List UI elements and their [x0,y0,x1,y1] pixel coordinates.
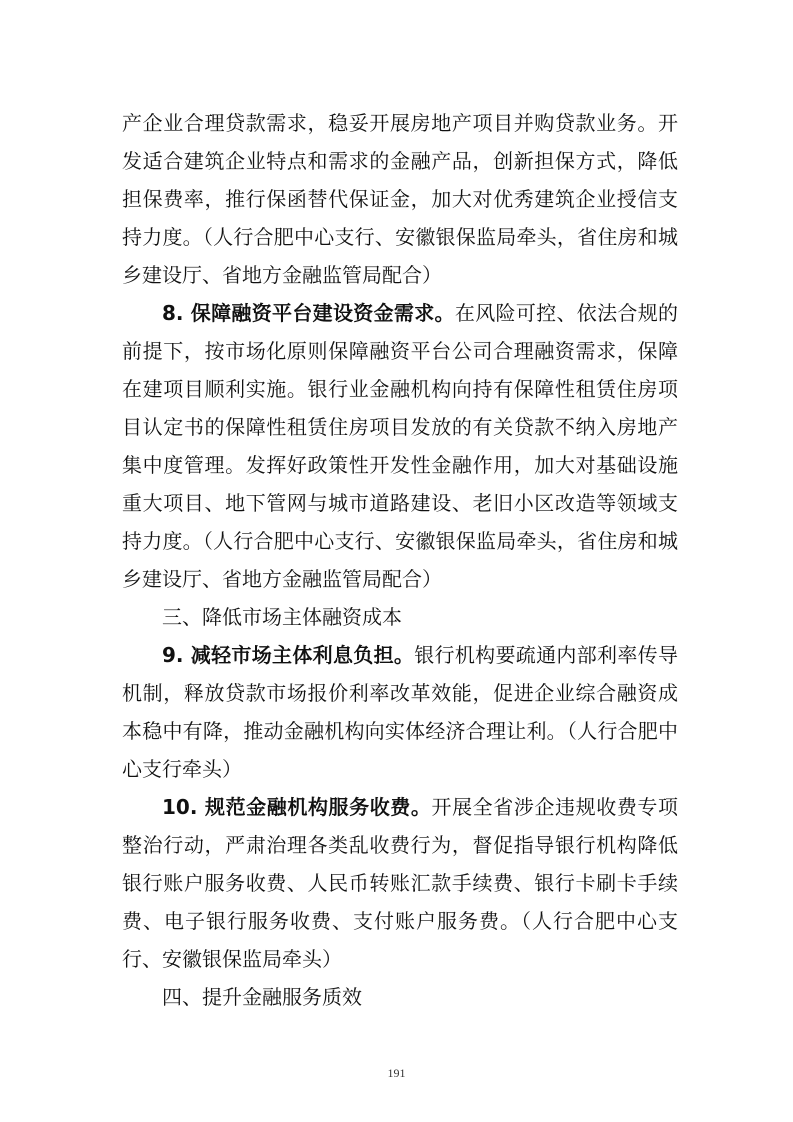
paragraph-continued: 产企业合理贷款需求，稳妥开展房地产项目并购贷款业务。开发适合建筑企业特点和需求的金融产品，创新担保方式，降低担保费率，推行保函替代保证金，加大对优秀建筑企业授信支持力度。（人行合肥中心支行、安徽银保监局牵头，省住房和城乡建设厅、省地方金融监管局配合） [122,111,678,287]
paragraph-10 [122,788,678,978]
document-body [122,104,678,1016]
item-9-text: 银行机构要疏通内部利率传导机制，释放贷款市场报价利率改革效能，促进企业综合融资成本稳中有降，推动金融机构向实体经济合理让利。（人行合肥中心支行牵头） [122,643,678,781]
item-8-text: 在风险可控、依法合规的前提下，按市场化原则保障融资平台公司合理融资需求，保障在建项目顺利实施。银行业金融机构向持有保障性租赁住房项目认定书的保障性租赁住房项目发放的有关贷款不纳入房地产集中度管理。发挥好政策性开发性金融作用，加大对基础设施重大项目、地下管网与城市道路建设、老旧小区改造等领域支持力度。（人行合肥中心支行、安徽银保监局牵头，省住房和城乡建设厅、省地方金融监管局配合） [122,301,679,591]
item-10-text: 开展全省涉企违规收费专项整治行动，严肃治理各类乱收费行为，督促指导银行机构降低银行账户服务收费、人民币转账汇款手续费、银行卡刷卡手续费、电子银行服务收费、支付账户服务费。（人行合肥中心支行、安徽银保监局牵头） [122,795,679,971]
paragraph-8 [122,294,678,598]
section-heading-4: 四、提升金融服务质效 [162,985,362,1009]
item-9-heading: 9. 减轻市场主体利息负担。 [162,643,415,667]
section-heading-3: 三、降低市场主体融资成本 [162,605,402,629]
paragraph-9 [122,636,678,788]
page-number: 191 [387,1066,406,1080]
item-10-heading: 10. 规范金融机构服务收费。 [162,795,432,819]
item-8-heading: 8. 保障融资平台建设资金需求。 [162,301,455,325]
